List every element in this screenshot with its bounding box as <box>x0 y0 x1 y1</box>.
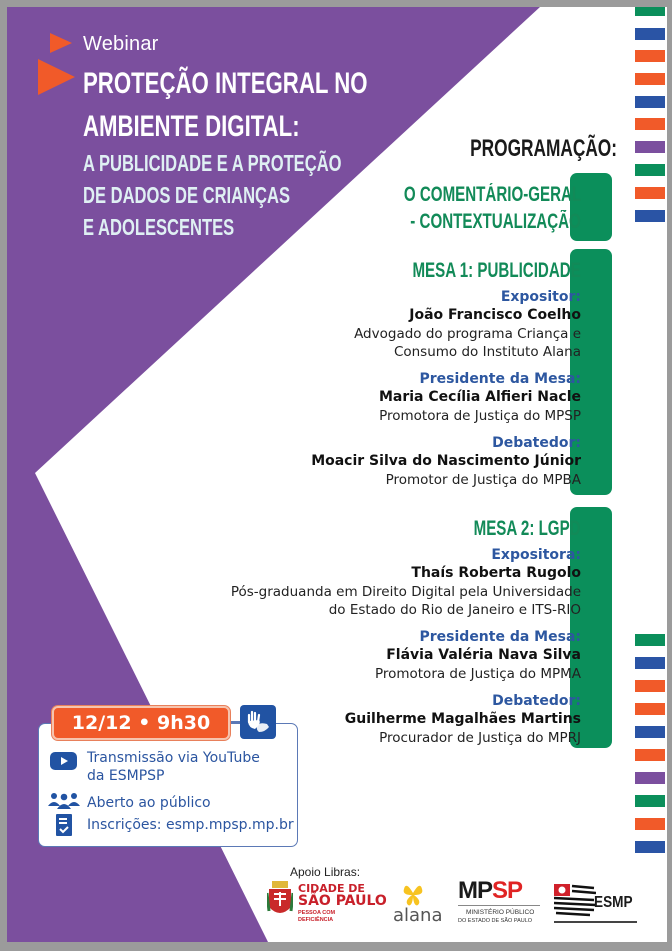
sign-language-icon <box>240 705 276 739</box>
info-youtube-line-2: da ESMPSP <box>87 768 165 784</box>
person-name: Flávia Valéria Nava Silva <box>386 647 581 663</box>
title-line-1: PROTEÇÃO INTEGRAL NO <box>83 67 368 100</box>
person-name: João Francisco Coelho <box>409 307 581 323</box>
apoio-libras-label: Apoio Libras: <box>290 865 361 879</box>
subtitle-line-1: A PUBLICIDADE E A PROTEÇÃO <box>83 150 342 176</box>
date-time-badge: 12/12 • 9h30 <box>52 706 230 740</box>
decor-stripe <box>635 73 665 85</box>
mpsp-divider <box>458 905 540 906</box>
sp-city-line-4: DEFICIÊNCIA <box>298 917 334 923</box>
decor-stripe <box>635 28 665 40</box>
person-role: Debatedor: <box>492 435 581 451</box>
person-role: Presidente da Mesa: <box>419 629 581 645</box>
decor-stripe <box>635 726 665 738</box>
sp-flag-stripes-icon <box>554 884 596 918</box>
section-0-heading-line-2: - CONTEXTUALIZAÇÃO <box>410 210 581 233</box>
person-desc: Promotora de Justiça do MPMA <box>374 666 581 682</box>
person-name: Guilherme Magalhães Martins <box>344 711 581 727</box>
sp-coat-of-arms-icon <box>267 881 293 921</box>
mpsp-logo <box>458 877 540 926</box>
decor-stripe <box>635 118 665 130</box>
info-youtube-line-1: Transmissão via YouTube <box>87 750 260 766</box>
esmp-logo <box>554 884 639 924</box>
person-desc: Advogado do programa Criança e <box>354 326 581 342</box>
decor-stripe <box>635 749 665 761</box>
decor-stripe <box>635 818 665 830</box>
sp-city-line-3: PESSOA COM <box>298 910 336 916</box>
decor-stripe <box>635 795 665 807</box>
person-name: Maria Cecília Alfieri Nacle <box>378 389 581 405</box>
registration-form-icon <box>56 814 72 841</box>
mpsp-mp: MP <box>458 877 492 904</box>
youtube-play-icon <box>50 752 77 775</box>
info-open-public: Aberto ao público <box>87 795 211 811</box>
mpsp-line-1: MINISTÉRIO PÚBLICO <box>466 909 535 916</box>
person-name: Thaís Roberta Rugolo <box>411 565 581 581</box>
person-desc: Procurador de Justiça do MPRJ <box>379 730 581 746</box>
person-desc: Pós-graduanda em Direito Digital pela Universidade <box>230 584 581 600</box>
subtitle-line-3: E ADOLESCENTES <box>83 214 235 240</box>
section-1-heading: MESA 1: PUBLICIDADE <box>412 259 581 282</box>
esmp-wordmark: ESMP <box>594 894 633 911</box>
person-role: Debatedor: <box>492 693 581 709</box>
sp-city-line-1: CIDADE DE <box>298 882 365 895</box>
section-0-heading-line-1: O COMENTÁRIO-GERAL <box>403 183 581 206</box>
mpsp-sp: SP <box>492 877 523 904</box>
butterfly-icon <box>402 883 424 907</box>
decor-stripe <box>635 703 665 715</box>
decor-stripe <box>635 841 665 853</box>
webinar-poster <box>7 7 667 942</box>
decor-stripe <box>635 680 665 692</box>
info-registration-link[interactable]: Inscrições: esmp.mpsp.mp.br <box>87 817 294 833</box>
person-desc: do Estado do Rio de Janeiro e ITS-RIO <box>328 602 581 618</box>
kicker-label: Webinar <box>83 33 159 55</box>
sp-city-line-2: SÃO PAULO <box>298 893 387 909</box>
person-desc: Promotora de Justiça do MPSP <box>379 408 581 424</box>
person-desc: Promotor de Justiça do MPBA <box>385 472 581 488</box>
decor-stripe <box>635 96 665 108</box>
person-name: Moacir Silva do Nascimento Júnior <box>311 453 581 469</box>
decor-stripe <box>635 187 665 199</box>
decor-stripe <box>635 634 665 646</box>
decor-stripe <box>635 772 665 784</box>
play-arrow-small-icon <box>50 33 72 53</box>
person-desc: Consumo do Instituto Alana <box>393 344 581 360</box>
person-role: Expositora: <box>491 547 581 563</box>
person-role: Presidente da Mesa: <box>419 371 581 387</box>
alana-wordmark: alana <box>393 905 443 926</box>
decor-stripe <box>635 164 665 176</box>
decor-stripe <box>635 657 665 669</box>
section-2-heading: MESA 2: LGPD <box>474 517 581 540</box>
programacao-title: PROGRAMAÇÃO: <box>470 135 617 162</box>
decor-stripe <box>635 210 665 222</box>
mpsp-line-2: DO ESTADO DE SÃO PAULO <box>458 918 533 924</box>
decor-stripe <box>635 50 665 62</box>
decor-stripe <box>635 7 665 16</box>
play-arrow-large-icon <box>38 59 75 95</box>
person-role: Expositor: <box>500 289 581 305</box>
title-line-2: AMBIENTE DIGITAL: <box>83 110 300 143</box>
subtitle-line-2: DE DADOS DE CRIANÇAS <box>83 182 291 208</box>
people-group-icon <box>48 792 80 814</box>
decor-stripe <box>635 141 665 153</box>
sp-city-logo <box>267 881 387 923</box>
esmp-subtitle-line <box>554 921 637 923</box>
alana-logo <box>393 883 443 927</box>
